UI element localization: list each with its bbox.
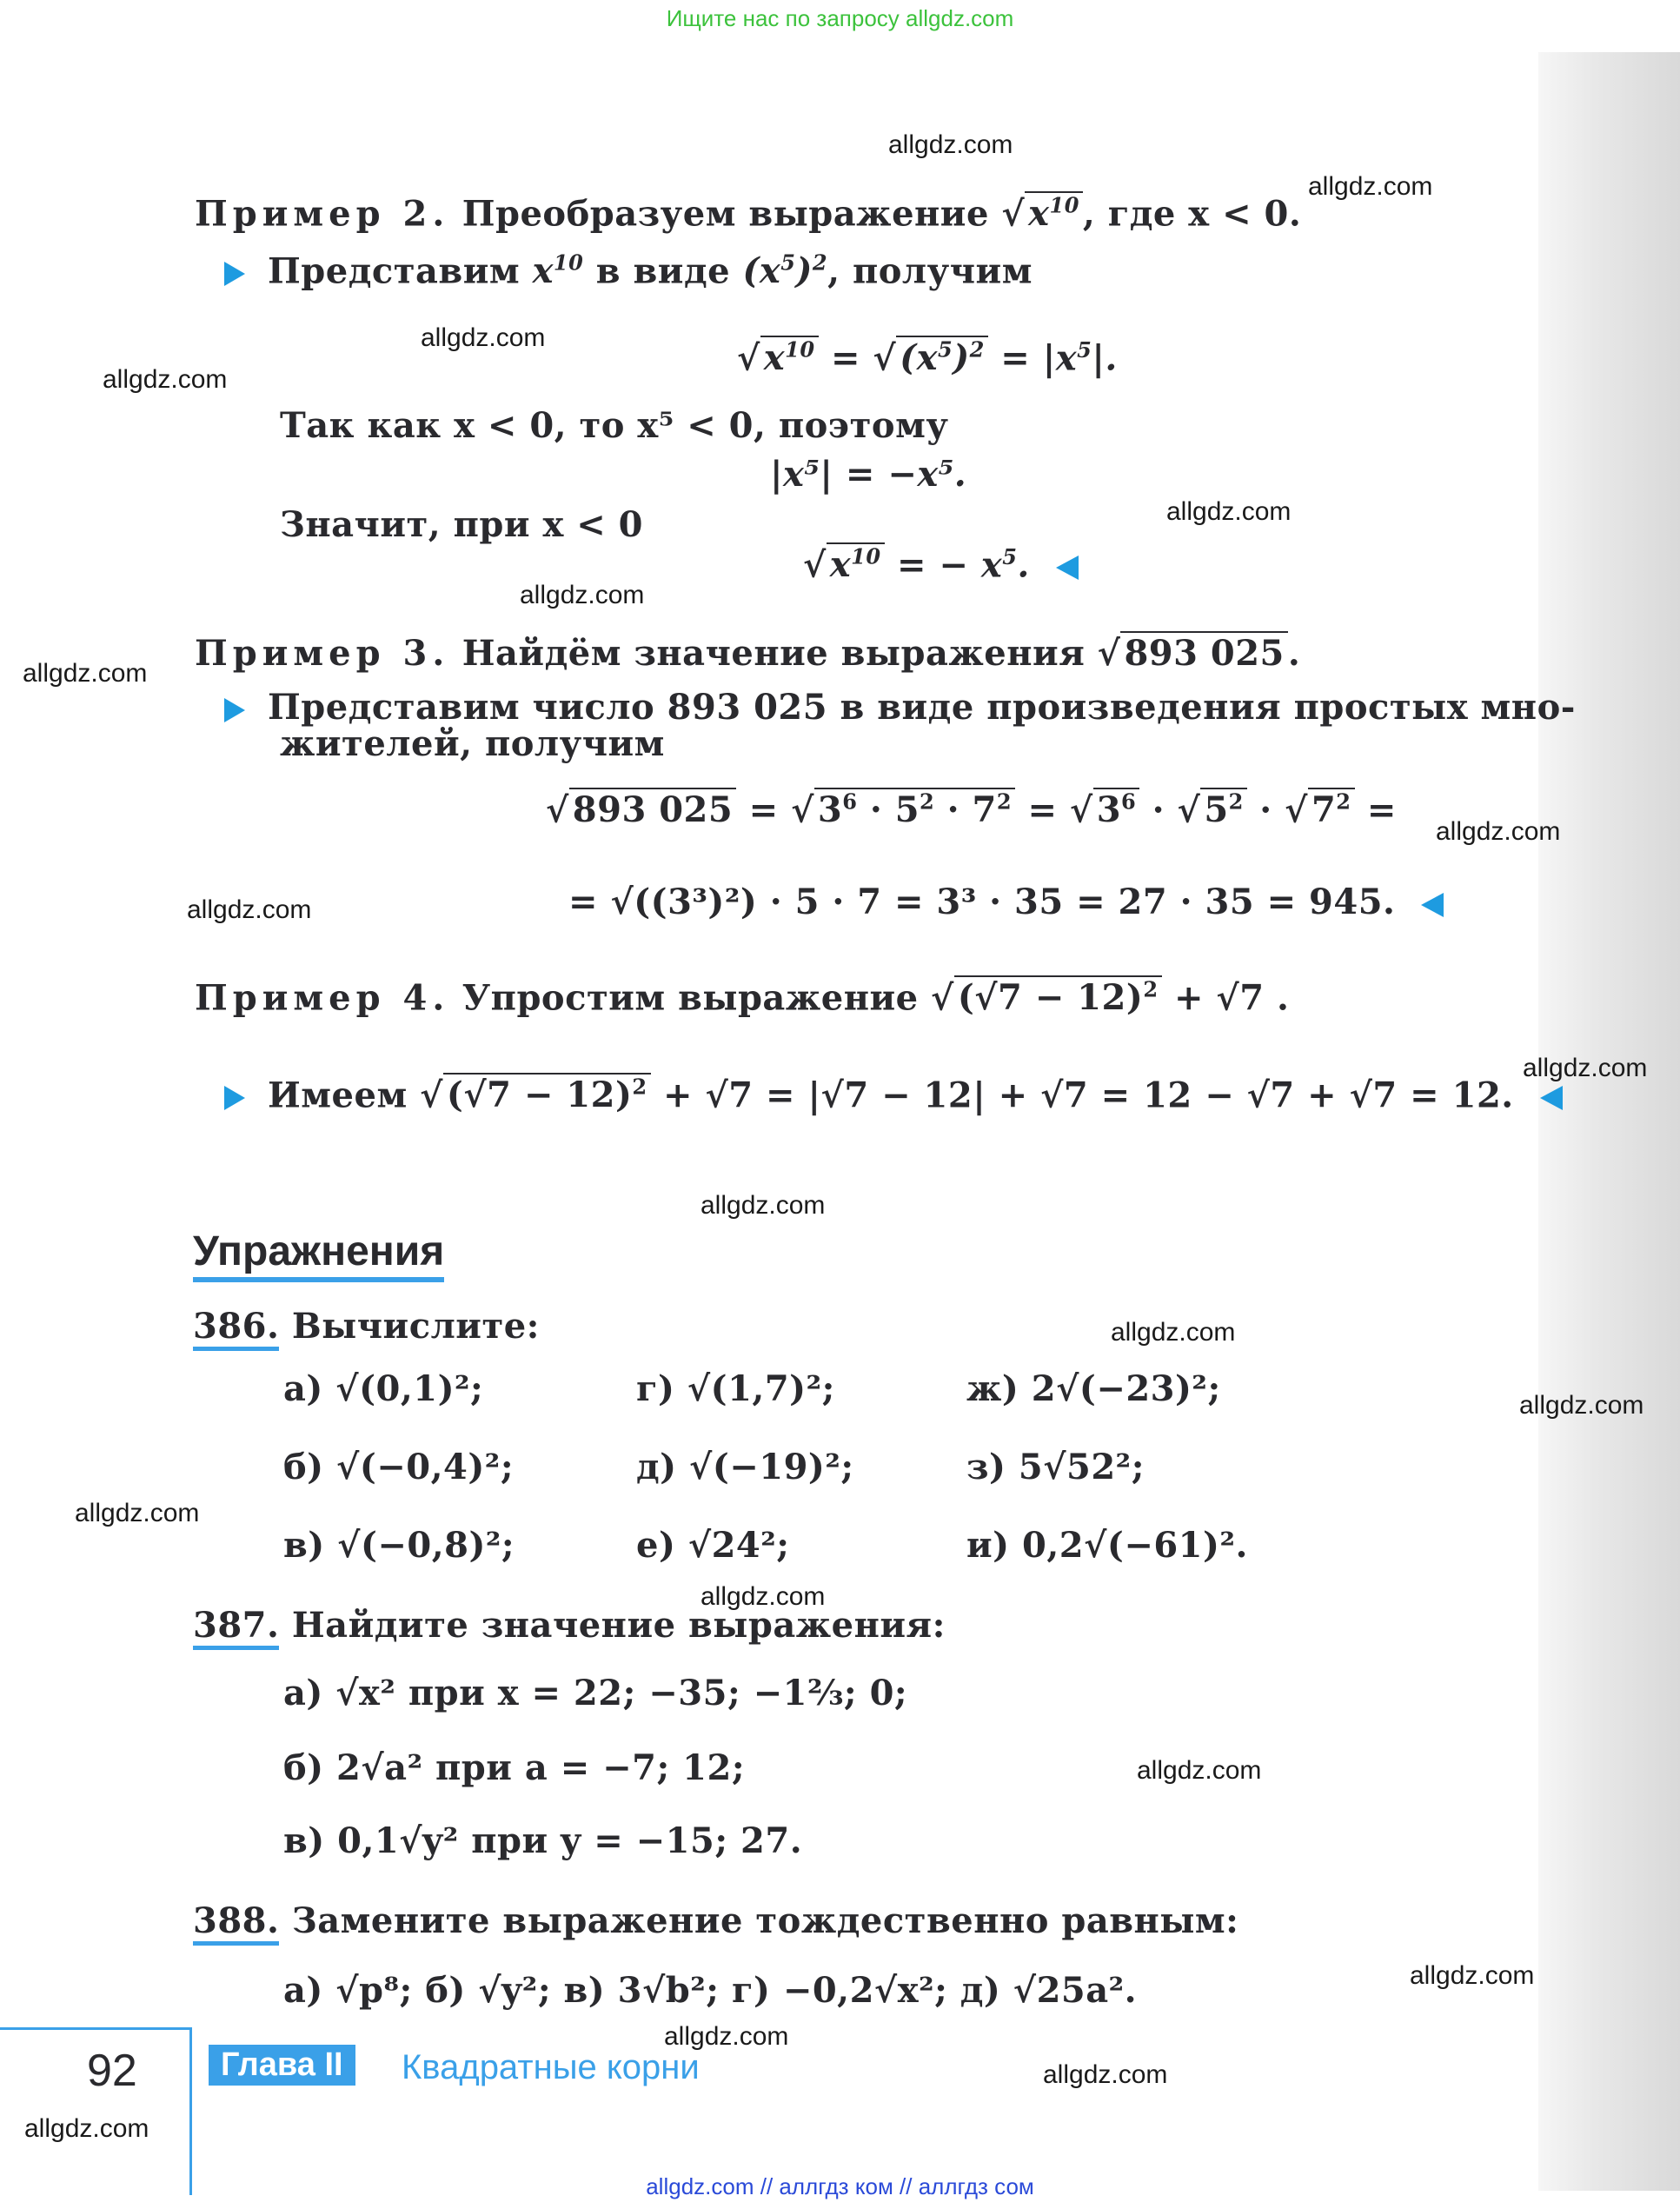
watermark: allgdz.com <box>24 2114 149 2143</box>
exercise-386: 386. Вычислите: <box>193 1306 540 1347</box>
example-2-heading: Пример 2. Преобразуем выражение √ $x^{10}$ , где x < 0. <box>195 193 1302 235</box>
exercises-title: Упражнения <box>193 1228 444 1282</box>
exercise-item: б) √(−0,4)²; <box>283 1447 515 1487</box>
top-search-link[interactable]: Ищите нас по запросу allgdz.com <box>666 5 1014 31</box>
example-label: Пример 2. <box>195 193 450 235</box>
example-condition: , где x < 0. <box>1082 193 1302 235</box>
watermark: allgdz.com <box>421 323 546 352</box>
example-2-hence: Значит, при x < 0 <box>280 504 644 545</box>
example-3-heading: Пример 3. Найдём значение выражения √ 893 025 . <box>195 633 1301 674</box>
example-4-step: Имеем √ $(√7 - 12)^2 + √7 = |√7 - 12| + √7 = 12 - √7 + √7 = 12$. <box>224 1075 1563 1115</box>
watermark: allgdz.com <box>888 130 1013 159</box>
arrow-icon <box>224 1086 245 1110</box>
exercise-item: а) √p⁸; б) √y²; в) 3√b²; г) −0,2√x²; д) √25a². <box>283 1970 1138 2011</box>
end-of-solution-icon <box>1540 1086 1563 1110</box>
watermark: allgdz.com <box>1523 1054 1648 1082</box>
exercise-item: б) 2√a² при a = −7; 12; <box>283 1747 746 1788</box>
exercise-item: г) √(1,7)²; <box>636 1368 835 1409</box>
exercise-item: е) √24²; <box>636 1525 790 1566</box>
watermark: allgdz.com <box>103 365 228 394</box>
exercise-number: 387. <box>193 1605 279 1650</box>
watermark: allgdz.com <box>1436 817 1561 846</box>
exercise-item: в) √(−0,8)²; <box>283 1525 515 1566</box>
exercise-item: д) √(−19)²; <box>636 1447 854 1487</box>
watermark: allgdz.com <box>664 2022 789 2051</box>
watermark: allgdz.com <box>1043 2060 1168 2089</box>
exercise-item: в) 0,1√y² при y = −15; 27. <box>283 1820 803 1861</box>
formula: √ $x^{10}$ = √ $(x^5)^2 = |x^5|$. <box>737 337 1118 379</box>
chapter-badge: Глава II <box>209 2045 355 2086</box>
exercise-item: ж) 2√(−23)²; <box>966 1368 1221 1409</box>
exercise-number: 386. <box>193 1306 279 1351</box>
watermark: allgdz.com <box>23 659 148 688</box>
watermark: allgdz.com <box>1308 172 1433 201</box>
watermark: allgdz.com <box>187 895 312 924</box>
watermark: allgdz.com <box>1111 1318 1236 1347</box>
exercise-387: 387. Найдите значение выражения: <box>193 1605 946 1646</box>
watermark: allgdz.com <box>1166 497 1292 526</box>
formula: |x⁵| = −x⁵. <box>770 454 967 495</box>
exercise-item: и) 0,2√(−61)². <box>966 1525 1248 1566</box>
example-3-step: Представим число 893 025 в виде произведения простых мно- <box>224 687 1576 728</box>
example-3-step-cont: жителей, получим <box>280 723 665 764</box>
example-intro: Преобразуем выражение <box>462 193 989 235</box>
watermark: allgdz.com <box>1410 1961 1535 1990</box>
exercise-number: 388. <box>193 1900 279 1946</box>
exercise-item: а) √x² при x = 22; −35; −1⅔; 0; <box>283 1673 908 1713</box>
exercise-item: з) 5√52²; <box>966 1447 1145 1487</box>
watermark: allgdz.com <box>1519 1391 1644 1420</box>
arrow-icon <box>224 698 245 722</box>
example-4-heading: Пример 4. Упростим выражение √ $(√7 - 12)^2 + √7$ . <box>195 977 1290 1019</box>
example-2-since: Так как x < 0, то x⁵ < 0, поэтому <box>280 405 949 446</box>
exercise-388: 388. Замените выражение тождественно равным: <box>193 1900 1238 1941</box>
bottom-links[interactable]: allgdz.com // аллгдз ком // аллгдз сом <box>646 2173 1034 2199</box>
chapter-title: Квадратные корни <box>402 2048 700 2086</box>
arrow-icon <box>224 262 245 286</box>
page-scan-edge <box>1538 52 1680 2191</box>
watermark: allgdz.com <box>75 1499 200 1527</box>
exercise-item: а) √(0,1)²; <box>283 1368 484 1409</box>
end-of-solution-icon <box>1421 893 1444 917</box>
formula: √ 893 025 = √ $3^6 \cdot 5^2 \cdot 7^2$ = √ $3^6$ · √ $5^2$ · √ $7^2$ = <box>546 789 1397 831</box>
watermark: allgdz.com <box>520 581 645 609</box>
formula: = √((3³)²) · 5 · 7 = 3³ · 35 = 27 · 35 = 945. <box>568 882 1444 922</box>
example-2-step: Представим $x^{10}$ в виде $(x^5)^2$, получим <box>224 250 1033 291</box>
watermark: allgdz.com <box>1137 1756 1262 1785</box>
end-of-solution-icon <box>1056 556 1079 580</box>
watermark: allgdz.com <box>701 1582 826 1611</box>
page-number: 92 <box>87 2046 137 2096</box>
formula: √ $x^{10}$ = − $x^5$. <box>803 544 1079 585</box>
watermark: allgdz.com <box>701 1191 826 1220</box>
